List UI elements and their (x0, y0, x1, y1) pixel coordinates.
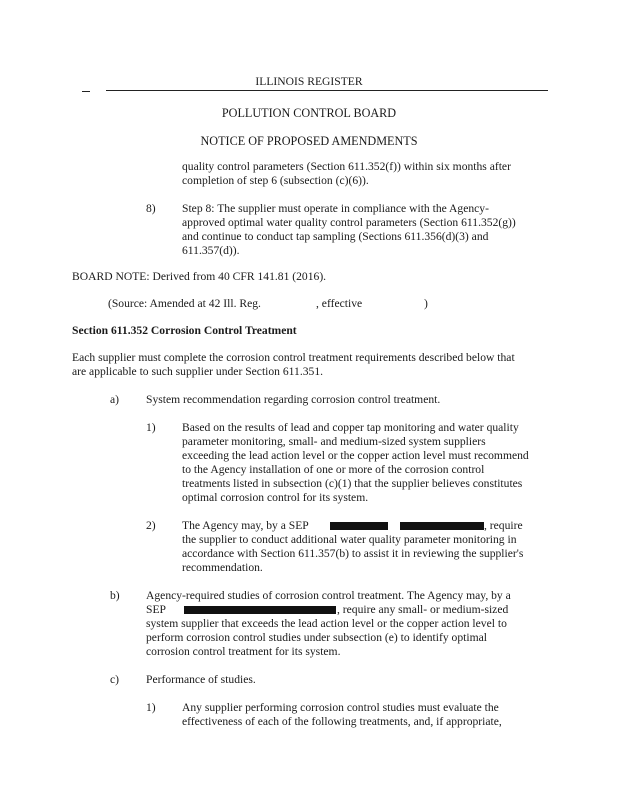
item-a1-line: exceeding the lead action level or the copper action level must recommend (182, 449, 529, 462)
subsection-b-line: perform corrosion control studies under subsection (e) to identify optimal (146, 631, 487, 644)
step8-label: 8) (146, 202, 156, 215)
item-c1-line: Any supplier performing corrosion control studies must evaluate the (182, 701, 499, 714)
item-a1-label: 1) (146, 421, 156, 434)
item-a1-line: treatments listed in subsection (c)(1) that the supplier believes constitutes (182, 477, 523, 490)
intro-line: Each supplier must complete the corrosion control treatment requirements described below that (72, 351, 515, 364)
subsection-b-line2-end: , require any small- or medium-sized (337, 603, 509, 616)
subsection-b-line: system supplier that exceeds the lead action level or the copper action level to (146, 617, 507, 630)
item-a2-line: the supplier to conduct additional water quality parameter monitoring in (182, 533, 517, 546)
item-a2-label: 2) (146, 519, 156, 532)
subsection-b-line: corrosion control treatment for its system. (146, 645, 341, 658)
subsection-a-text: System recommendation regarding corrosion control treatment. (146, 393, 441, 406)
source-end: ) (424, 297, 428, 310)
source-effective: , effective (316, 297, 363, 310)
intro-line: are applicable to such supplier under Section 611.351. (72, 365, 324, 378)
step8-line: and continue to conduct tap sampling (Sections 611.356(d)(3) and (182, 230, 489, 243)
subsection-b-line2-start: SEP (146, 603, 166, 616)
item-c1-label: 1) (146, 701, 156, 714)
item-a2-line: recommendation. (182, 561, 263, 574)
redaction-mark (184, 606, 336, 614)
subsection-c-label: c) (110, 673, 120, 686)
item-c1-line: effectiveness of each of the following treatments, and, if appropriate, (182, 715, 502, 728)
source-start: (Source: Amended at 42 Ill. Reg. (108, 297, 261, 310)
subsection-c-text: Performance of studies. (146, 673, 256, 686)
continuation-line: quality control parameters (Section 611.352(f)) within six months after (182, 160, 511, 173)
board-note: BOARD NOTE: Derived from 40 CFR 141.81 (2016). (72, 270, 327, 283)
notice-heading: NOTICE OF PROPOSED AMENDMENTS (200, 134, 418, 148)
subsection-b-label: b) (110, 589, 120, 602)
header-rule (106, 90, 548, 91)
step8-line: 611.357(d)). (182, 244, 240, 257)
step8-line: approved optimal water quality control parameters (Section 611.352(g)) (182, 216, 516, 229)
item-a2-line1-start: The Agency may, by a SEP (182, 519, 309, 532)
continuation-line: completion of step 6 (subsection (c)(6)). (182, 174, 369, 187)
subsection-b-line: Agency-required studies of corrosion control treatment. The Agency may, by a (146, 589, 511, 602)
item-a1-line: to the Agency installation of one or more of the corrosion control (182, 463, 485, 476)
redaction-mark (400, 522, 484, 530)
board-heading: POLLUTION CONTROL BOARD (221, 106, 397, 120)
item-a2-line: accordance with Section 611.357(b) to assist it in reviewing the supplier's (182, 547, 524, 560)
step8-line: Step 8: The supplier must operate in compliance with the Agency- (182, 202, 489, 215)
register-heading: ILLINOIS REGISTER (255, 75, 363, 88)
redaction-mark (330, 522, 388, 530)
item-a1-line: optimal corrosion control for its system. (182, 491, 369, 504)
header-rule-stub (82, 91, 90, 92)
item-a1-line: Based on the results of lead and copper tap monitoring and water quality (182, 421, 519, 434)
item-a1-line: parameter monitoring, small- and medium-sized system suppliers (182, 435, 486, 448)
section-title: Section 611.352 Corrosion Control Treatment (72, 324, 297, 337)
item-a2-line1-end: , require (484, 519, 523, 532)
subsection-a-label: a) (110, 393, 120, 406)
